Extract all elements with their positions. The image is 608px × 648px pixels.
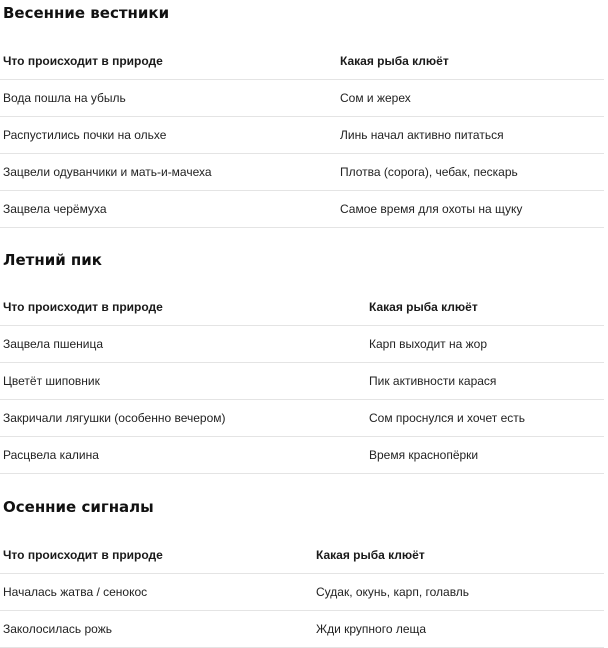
fish-cell: Плотва (сорога), чебак, пескарь <box>337 154 604 191</box>
table-header-row <box>0 289 604 326</box>
fish-cell: Самое время для охоты на щуку <box>337 191 604 228</box>
section-summer-peak <box>0 249 604 474</box>
column-header-nature: Что происходит в природе <box>0 537 313 574</box>
section-spring-signs <box>0 2 604 228</box>
section-title: Осенние сигналы <box>3 498 154 516</box>
nature-cell: Заколосилась рожь <box>0 611 313 648</box>
nature-cell: Вода пошла на убыль <box>0 80 337 117</box>
nature-cell: Закричали лягушки (особенно вечером) <box>0 400 366 437</box>
nature-cell: Началась жатва / сенокос <box>0 574 313 611</box>
nature-fish-table <box>0 537 604 648</box>
nature-cell: Зацвела пшеница <box>0 326 366 363</box>
nature-cell: Зацвела черёмуха <box>0 191 337 228</box>
table-row <box>0 400 604 437</box>
fish-cell: Сом и жерех <box>337 80 604 117</box>
table-row <box>0 437 604 474</box>
table-row <box>0 326 604 363</box>
nature-cell: Расцвела калина <box>0 437 366 474</box>
fish-cell: Пик активности карася <box>366 363 604 400</box>
fish-cell: Сом проснулся и хочет есть <box>366 400 604 437</box>
table-header-row <box>0 537 604 574</box>
fish-cell: Линь начал активно питаться <box>337 117 604 154</box>
column-header-fish: Какая рыба клюёт <box>337 43 604 80</box>
table-row <box>0 80 604 117</box>
column-header-fish: Какая рыба клюёт <box>313 537 604 574</box>
section-title: Летний пик <box>3 251 102 269</box>
section-title: Весенние вестники <box>3 4 170 22</box>
fish-cell: Карп выходит на жор <box>366 326 604 363</box>
table-row <box>0 611 604 648</box>
table-header-row <box>0 43 604 80</box>
nature-fish-table <box>0 43 604 228</box>
fish-cell: Жди крупного леща <box>313 611 604 648</box>
nature-fish-table <box>0 289 604 474</box>
table-row <box>0 363 604 400</box>
fish-cell: Время краснопёрки <box>366 437 604 474</box>
column-header-nature: Что происходит в природе <box>0 43 337 80</box>
column-header-fish: Какая рыба клюёт <box>366 289 604 326</box>
column-header-nature: Что происходит в природе <box>0 289 366 326</box>
nature-cell: Распустились почки на ольхе <box>0 117 337 154</box>
fish-cell: Судак, окунь, карп, голавль <box>313 574 604 611</box>
table-row <box>0 574 604 611</box>
table-row <box>0 191 604 228</box>
nature-cell: Зацвели одуванчики и мать-и-мачеха <box>0 154 337 191</box>
nature-cell: Цветёт шиповник <box>0 363 366 400</box>
table-row <box>0 154 604 191</box>
section-autumn-signals <box>0 496 604 648</box>
table-row <box>0 117 604 154</box>
